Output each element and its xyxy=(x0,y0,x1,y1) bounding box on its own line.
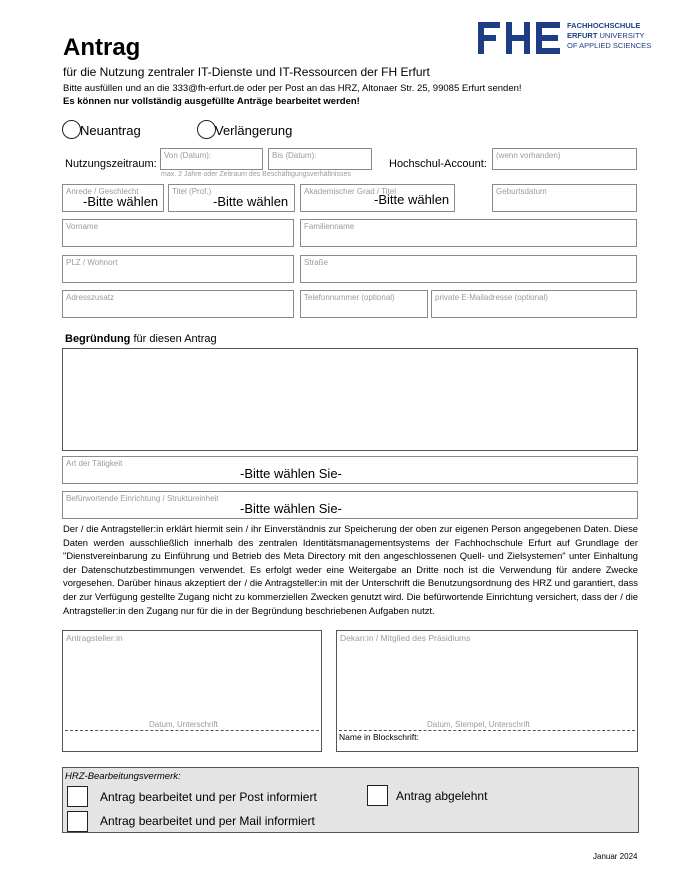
reason-textarea[interactable] xyxy=(62,348,638,451)
rejected-label: Antrag abgelehnt xyxy=(396,789,488,803)
address-extra-field[interactable]: Adresszusatz xyxy=(62,290,294,318)
account-label: Hochschul-Account: xyxy=(389,158,487,170)
period-hint: max. 2 Jahre oder Zeitraum des Beschäftigungsverhältnisses xyxy=(161,171,351,178)
salutation-select[interactable]: Anrede / Geschlecht -Bitte wählen xyxy=(62,184,164,212)
phone-field[interactable]: Telefonnummer (optional) xyxy=(300,290,428,318)
neuantrag-radio[interactable] xyxy=(62,120,81,139)
account-field[interactable]: (wenn vorhanden) xyxy=(492,148,637,170)
post-label: Antrag bearbeitet und per Post informiert xyxy=(100,790,317,804)
verlaengerung-radio[interactable] xyxy=(197,120,216,139)
unit-select[interactable]: Befürwortende Einrichtung / Struktureinheit -Bitte wählen Sie- xyxy=(62,491,638,519)
mail-label: Antrag bearbeitet und per Mail informiert xyxy=(100,814,315,828)
post-checkbox[interactable] xyxy=(67,786,88,807)
academic-degree-select[interactable]: Akademischer Grad / Titel -Bitte wählen xyxy=(300,184,455,212)
date-from-field[interactable]: Von (Datum): xyxy=(160,148,263,170)
dean-signature-box[interactable]: Dekan:in / Mitglied des Präsidiums Datum, Stempel, Unterschrift Name in Blockschrift: xyxy=(336,630,638,752)
mail-checkbox[interactable] xyxy=(67,811,88,832)
applicant-signature-box[interactable]: Antragsteller:in Datum, Unterschrift xyxy=(62,630,322,752)
consent-text: Der / die Antragsteller:in erklärt hiermit sein / ihr Einverständnis zur Speicherung der oben zur eigenen Person angegebenen Daten. Diese Daten werden ausschließlich innerhalb des zentralen Identitätsmanagementsystems der Fachhochschule Erfurt auf Grundlage der "Dienstvereinbarung zu Einführung und Betrieb des Meta Directory mit den angeschlossenen Quell- und Zielsystemen" unter Einhaltung der Datenschutzbestimmungen verwendet. Es erfolgt weder eine Weitergabe an Dritte noch ist die Verwendung für andere Zwecke vorgesehen. Darüber hinaus akzeptiert der / die Antragsteller:in mit der Unterschrift die Benutzungsordnung des HRZ und garantiert, dass der zur Verfügung gestellte Zugang nicht zu kommerziellen Zwecken genutzt wird. Die befürwortende Einrichtung versichert, dass der / die Antragsteller:in den Zugang nur für die in der Begründung beschriebenen Aufgaben nutzt. xyxy=(63,523,638,616)
title-select[interactable]: Titel (Prof.) -Bitte wählen xyxy=(168,184,295,212)
nutzungszeitraum-label: Nutzungszeitraum: xyxy=(65,158,157,170)
hrz-panel xyxy=(62,767,639,833)
instruction-text: Bitte ausfüllen und an die 333@fh-erfurt.de oder per Post an das HRZ, Altonaer Str. 25, 99085 Erfurt senden! xyxy=(63,83,522,94)
page-title: Antrag xyxy=(63,34,141,61)
lastname-field[interactable]: Familienname xyxy=(300,219,637,247)
email-field[interactable]: private E-Mailadresse (optional) xyxy=(431,290,637,318)
zip-city-field[interactable]: PLZ / Wohnort xyxy=(62,255,294,283)
birthdate-field[interactable]: Geburtsdatum xyxy=(492,184,637,212)
logo-line-3: OF APPLIED SCIENCES xyxy=(567,41,652,50)
rejected-checkbox[interactable] xyxy=(367,785,388,806)
fhe-logo-mark xyxy=(478,22,562,54)
logo-line-1: FACHHOCHSCHULE xyxy=(567,21,641,30)
fhe-logo xyxy=(478,20,652,56)
footer-date: Januar 2024 xyxy=(593,852,638,861)
activity-select[interactable]: Art der Tätigkeit -Bitte wählen Sie- xyxy=(62,456,638,484)
verlaengerung-label: Verlängerung xyxy=(215,123,293,138)
hrz-title: HRZ-Bearbeitungsvermerk: xyxy=(65,771,181,782)
logo-line-2: ERFURT UNIVERSITY xyxy=(567,31,645,40)
dean-name-label: Name in Blockschrift: xyxy=(339,732,419,742)
date-to-field[interactable]: Bis (Datum): xyxy=(268,148,372,170)
neuantrag-label: Neuantrag xyxy=(80,123,141,138)
street-field[interactable]: Straße xyxy=(300,255,637,283)
page-subtitle: für die Nutzung zentraler IT-Dienste und IT-Ressourcen der FH Erfurt xyxy=(63,65,430,79)
firstname-field[interactable]: Vorname xyxy=(62,219,294,247)
reason-label: Begründung für diesen Antrag xyxy=(65,333,217,345)
warning-text: Es können nur vollständig ausgefüllte Anträge bearbeitet werden! xyxy=(63,96,360,107)
